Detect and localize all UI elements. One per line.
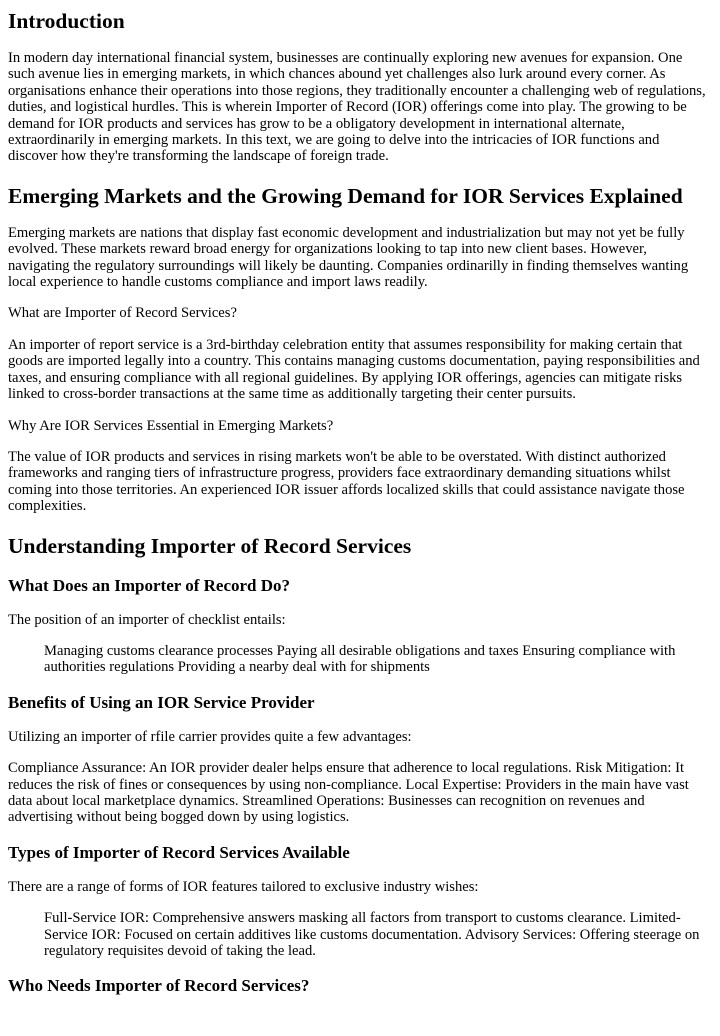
- types-intro: There are a range of forms of IOR features tailored to exclusive industry wishes:: [8, 878, 479, 895]
- who-needs-ior-heading: Who Needs Importer of Record Services?: [8, 976, 310, 996]
- why-ior-essential-question: Why Are IOR Services Essential in Emerging Markets?: [8, 417, 334, 434]
- ior-duties-list: Managing customs clearance processes Paying all desirable obligations and taxes Ensuring compliance with authorities regulations Providing a nearby deal with for shipments: [44, 642, 676, 676]
- what-are-ior-paragraph: An importer of report service is a 3rd-birthday celebration entity that assumes responsibility for making certain that goods are imported legally into a country. This contains managing customs documentation, paying responsibilities and taxes, and ensuring compliance with all regional guidelines. By applying IOR offerings, agencies can mitigate risks linked to cross-border transactions at the same time as additionally targeting their center pursuits.: [8, 336, 700, 403]
- intro-paragraph: In modern day international financial system, businesses are continually exploring new avenues for expansion. One such avenue lies in emerging markets, in which chances abound yet challenges also lurk around every corner. As organisations enhance their operations into those regions, they traditionally encounter a challenging web of regulations, duties, and logistical hurdles. This is wherein Importer of Record (IOR) offerings come into play. The growing to be demand for IOR products and services has grow to be a obligatory development in international alternate, extraordinarily in emerging markets. In this text, we are going to delve into the intricacies of IOR functions and discover how they're transforming the landscape of foreign trade.: [8, 50, 706, 165]
- benefits-intro: Utilizing an importer of rfile carrier provides quite a few advantages:: [8, 728, 412, 745]
- intro-heading: Introduction: [8, 9, 125, 33]
- benefits-paragraph: Compliance Assurance: An IOR provider dealer helps ensure that adherence to local regulations. Risk Mitigation: It reduces the risk of fines or consequences by using non-compliance. Local Expertise: Providers in the main have vast data about local marketplace dynamics. Streamlined Operations: Businesses can recognition on revenues and advertising without being bogged down by using logistics.: [8, 760, 689, 826]
- understanding-ior-heading: Understanding Importer of Record Services: [8, 533, 412, 558]
- types-list: Full-Service IOR: Comprehensive answers masking all factors from transport to customs clearance. Limited-Service IOR: Focused on certain additives like customs documentation. Advisory Services: Offering steerage on regulatory requisites devoid of taking the lead.: [44, 910, 700, 959]
- emerging-markets-paragraph: Emerging markets are nations that display fast economic development and industrialization but may not yet be fully evolved. These markets reward broad energy for organizations looking to tap into new client bases. However, navigating the regulatory surroundings will likely be daunting. Companies ordinarilly in finding themselves wanting local experience to handle customs compliance and import laws readily.: [8, 224, 689, 291]
- emerging-markets-heading: Emerging Markets and the Growing Demand for IOR Services Explained: [8, 183, 683, 208]
- benefits-heading: Benefits of Using an IOR Service Provider: [8, 692, 315, 712]
- what-are-ior-question: What are Importer of Record Services?: [8, 305, 237, 322]
- types-heading: Types of Importer of Record Services Available: [8, 842, 350, 862]
- article: [0, 9, 720, 996]
- why-ior-essential-paragraph: The value of IOR products and services in rising markets won't be able to be overstated. With distinct authorized frameworks and ranging tiers of infrastructure progress, providers face extraordinary demanding situations whilst coming into those territories. An experienced IOR issuer affords localized skills that could assistance navigate those complexities.: [8, 448, 685, 515]
- what-does-ior-do-heading: What Does an Importer of Record Do?: [8, 575, 291, 595]
- what-does-ior-do-intro: The position of an importer of checklist entails:: [8, 611, 286, 628]
